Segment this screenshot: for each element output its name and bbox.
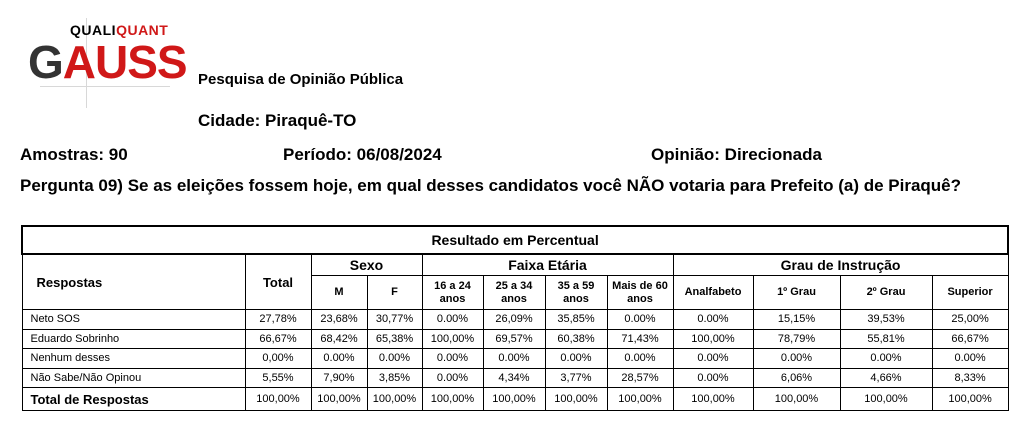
cell-male: 100,00% xyxy=(311,388,367,411)
education-higher-header: Superior xyxy=(932,276,1008,310)
cell-age-16-24: 0.00% xyxy=(422,349,483,369)
cell-male: 68,42% xyxy=(311,329,367,349)
cell-female: 3,85% xyxy=(367,368,422,388)
cell-primary: 6,06% xyxy=(753,368,840,388)
cell-age-60-plus: 28,57% xyxy=(607,368,673,388)
cell-primary: 78,79% xyxy=(753,329,840,349)
age-16-24-header: 16 a 24 anos xyxy=(422,276,483,310)
cell-female: 30,77% xyxy=(367,310,422,330)
age-group-header: Faixa Etária xyxy=(422,254,673,276)
logo-tagline-part2: QUANT xyxy=(116,22,169,38)
sex-male-header: M xyxy=(311,276,367,310)
logo-wordmark-part2: AUSS xyxy=(62,36,187,88)
cell-total: 0,00% xyxy=(245,349,311,369)
table-row xyxy=(22,368,1008,388)
row-label: Neto SOS xyxy=(22,310,245,330)
education-illiterate-header: Analfabeto xyxy=(673,276,753,310)
cell-total: 27,78% xyxy=(245,310,311,330)
cell-age-16-24: 100,00% xyxy=(422,388,483,411)
cell-age-35-59: 35,85% xyxy=(545,310,607,330)
opinion-type: Opinião: Direcionada xyxy=(651,145,822,164)
table-row xyxy=(22,310,1008,330)
cell-age-35-59: 0.00% xyxy=(545,349,607,369)
cell-male: 0.00% xyxy=(311,349,367,369)
cell-age-25-34: 4,34% xyxy=(483,368,545,388)
cell-illiterate: 0.00% xyxy=(673,310,753,330)
cell-age-25-34: 69,57% xyxy=(483,329,545,349)
cell-higher: 66,67% xyxy=(932,329,1008,349)
cell-higher: 25,00% xyxy=(932,310,1008,330)
cell-higher: 8,33% xyxy=(932,368,1008,388)
cell-age-35-59: 100,00% xyxy=(545,388,607,411)
cell-total: 66,67% xyxy=(245,329,311,349)
company-logo xyxy=(20,18,187,108)
cell-female: 100,00% xyxy=(367,388,422,411)
cell-age-60-plus: 71,43% xyxy=(607,329,673,349)
table-row xyxy=(22,329,1008,349)
education-secondary-header: 2º Grau xyxy=(840,276,932,310)
logo-wordmark-part1: G xyxy=(28,36,63,88)
cell-secondary: 4,66% xyxy=(840,368,932,388)
cell-higher: 0.00% xyxy=(932,349,1008,369)
total-header: Total xyxy=(245,254,311,310)
cell-illiterate: 0.00% xyxy=(673,349,753,369)
age-25-34-header: 25 a 34 anos xyxy=(483,276,545,310)
row-label: Eduardo Sobrinho xyxy=(22,329,245,349)
cell-female: 0.00% xyxy=(367,349,422,369)
cell-primary: 100,00% xyxy=(753,388,840,411)
city-line: Cidade: Piraquê-TO xyxy=(198,111,357,130)
cell-secondary: 0.00% xyxy=(840,349,932,369)
cell-age-60-plus: 100,00% xyxy=(607,388,673,411)
cell-illiterate: 100,00% xyxy=(673,388,753,411)
education-primary-header: 1º Grau xyxy=(753,276,840,310)
cell-age-16-24: 0.00% xyxy=(422,310,483,330)
total-row-label: Total de Respostas xyxy=(22,388,245,411)
cell-age-60-plus: 0.00% xyxy=(607,349,673,369)
row-label: Não Sabe/Não Opinou xyxy=(22,368,245,388)
cell-illiterate: 0.00% xyxy=(673,368,753,388)
cell-female: 65,38% xyxy=(367,329,422,349)
cell-age-35-59: 3,77% xyxy=(545,368,607,388)
responses-header: Respostas xyxy=(22,254,245,310)
cell-total: 5,55% xyxy=(245,368,311,388)
cell-illiterate: 100,00% xyxy=(673,329,753,349)
survey-title: Pesquisa de Opinião Pública xyxy=(198,71,404,88)
education-group-header: Grau de Instrução xyxy=(673,254,1008,276)
total-row xyxy=(22,388,1008,411)
cell-primary: 0.00% xyxy=(753,349,840,369)
cell-age-16-24: 0.00% xyxy=(422,368,483,388)
table-row xyxy=(22,349,1008,369)
row-label: Nenhum desses xyxy=(22,349,245,369)
logo-tagline-part1: QUALI xyxy=(70,22,117,38)
logo-wordmark xyxy=(28,38,187,86)
age-60-plus-header: Mais de 60 anos xyxy=(607,276,673,310)
cell-secondary: 39,53% xyxy=(840,310,932,330)
sex-group-header: Sexo xyxy=(311,254,422,276)
cell-age-25-34: 0.00% xyxy=(483,349,545,369)
age-35-59-header: 35 a 59 anos xyxy=(545,276,607,310)
survey-period: Período: 06/08/2024 xyxy=(283,145,442,164)
results-table xyxy=(21,225,1009,411)
cell-higher: 100,00% xyxy=(932,388,1008,411)
question-text: Pergunta 09) Se as eleições fossem hoje, em qual desses candidatos você NÃO votaria para Prefeito (a) de Piraquê? xyxy=(20,176,962,195)
cell-age-35-59: 60,38% xyxy=(545,329,607,349)
cell-age-25-34: 100,00% xyxy=(483,388,545,411)
cell-secondary: 100,00% xyxy=(840,388,932,411)
sex-female-header: F xyxy=(367,276,422,310)
cell-age-16-24: 100,00% xyxy=(422,329,483,349)
samples-count: Amostras: 90 xyxy=(20,145,128,164)
cell-male: 23,68% xyxy=(311,310,367,330)
table-title: Resultado em Percentual xyxy=(22,226,1008,254)
cell-primary: 15,15% xyxy=(753,310,840,330)
cell-secondary: 55,81% xyxy=(840,329,932,349)
cell-age-60-plus: 0.00% xyxy=(607,310,673,330)
cell-male: 7,90% xyxy=(311,368,367,388)
cell-total: 100,00% xyxy=(245,388,311,411)
cell-age-25-34: 26,09% xyxy=(483,310,545,330)
